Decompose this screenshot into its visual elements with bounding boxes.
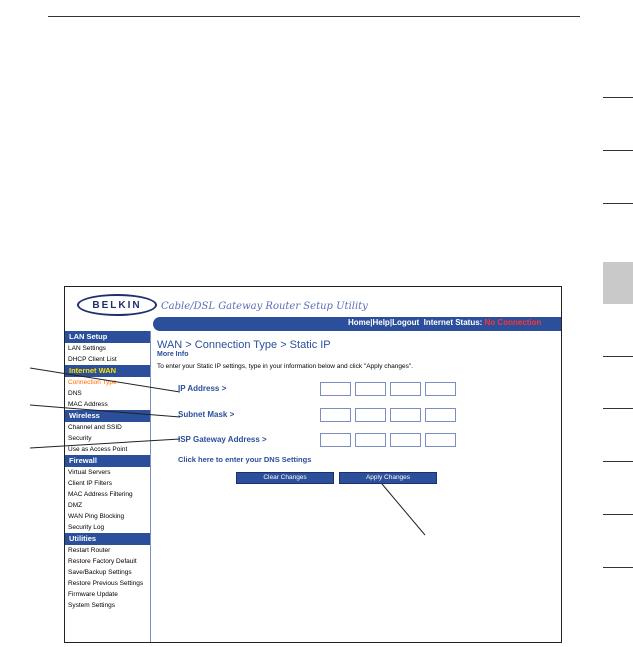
sidebar-item-access-point[interactable]: Use as Access Point: [68, 446, 128, 453]
ip-address-label: IP Address >: [178, 384, 227, 393]
nav-links: Home|Help|Logout Internet Status: No Connection: [348, 318, 542, 327]
sidebar-item-dmz[interactable]: DMZ: [68, 502, 83, 509]
callout-line-apply: [382, 484, 425, 535]
internet-status-label: Internet Status:: [423, 318, 483, 327]
sidebar-section-wireless: Wireless: [65, 410, 150, 422]
sidebar-item-connection-type[interactable]: Connection Type: [68, 379, 117, 386]
logo-text: BELKIN: [92, 299, 142, 311]
sidebar-item-dhcp-client-list[interactable]: DHCP Client List: [68, 356, 117, 363]
callout-line-ip: [30, 368, 180, 392]
clear-changes-button[interactable]: Clear Changes: [236, 472, 334, 484]
app-title: Cable/DSL Gateway Router Setup Utility: [161, 301, 368, 312]
gateway-label: ISP Gateway Address >: [178, 435, 267, 444]
sidebar-item-security[interactable]: Security: [68, 435, 92, 442]
callout-line-gateway: [30, 439, 180, 448]
sidebar-item-dns[interactable]: DNS: [68, 390, 82, 397]
sidebar-item-save-backup[interactable]: Save/Backup Settings: [68, 569, 132, 576]
apply-changes-button[interactable]: Apply Changes: [339, 472, 437, 484]
sidebar-item-virtual-servers[interactable]: Virtual Servers: [68, 469, 111, 476]
logout-link[interactable]: Logout: [392, 318, 420, 327]
sidebar-item-wan-ping-blocking[interactable]: WAN Ping Blocking: [68, 513, 125, 520]
sidebar-item-mac-filtering[interactable]: MAC Address Filtering: [68, 491, 133, 498]
sidebar-section-lan-setup: LAN Setup: [65, 331, 150, 343]
sidebar-item-lan-settings[interactable]: LAN Settings: [68, 345, 106, 352]
dns-settings-link[interactable]: Click here to enter your DNS Settings: [178, 455, 312, 464]
home-link[interactable]: Home: [348, 318, 371, 327]
sidebar-item-firmware-update[interactable]: Firmware Update: [68, 591, 118, 598]
sidebar-section-utilities: Utilities: [65, 533, 150, 545]
sidebar-item-client-ip-filters[interactable]: Client IP Filters: [68, 480, 112, 487]
sidebar-item-security-log[interactable]: Security Log: [68, 524, 105, 531]
instructions: To enter your Static IP settings, type in your information below and click "Apply changes".: [157, 363, 413, 370]
more-info-link[interactable]: More Info: [157, 351, 189, 358]
internet-status-value: No Connection: [484, 318, 542, 327]
sidebar-item-restore-factory[interactable]: Restore Factory Default: [68, 558, 137, 565]
sidebar-item-system-settings[interactable]: System Settings: [68, 602, 115, 609]
callout-line-mask: [30, 405, 180, 417]
subnet-mask-label: Subnet Mask >: [178, 410, 235, 419]
sidebar-section-firewall: Firewall: [65, 455, 150, 467]
sidebar-section-internet-wan: Internet WAN: [65, 365, 150, 377]
sidebar-item-restart-router[interactable]: Restart Router: [68, 547, 111, 554]
help-link[interactable]: Help: [372, 318, 390, 327]
sidebar-item-channel-ssid[interactable]: Channel and SSID: [68, 424, 122, 431]
sidebar-item-mac-address[interactable]: MAC Address: [68, 401, 108, 408]
sidebar-item-restore-previous[interactable]: Restore Previous Settings: [68, 580, 144, 587]
page-title: WAN > Connection Type > Static IP: [157, 339, 331, 351]
